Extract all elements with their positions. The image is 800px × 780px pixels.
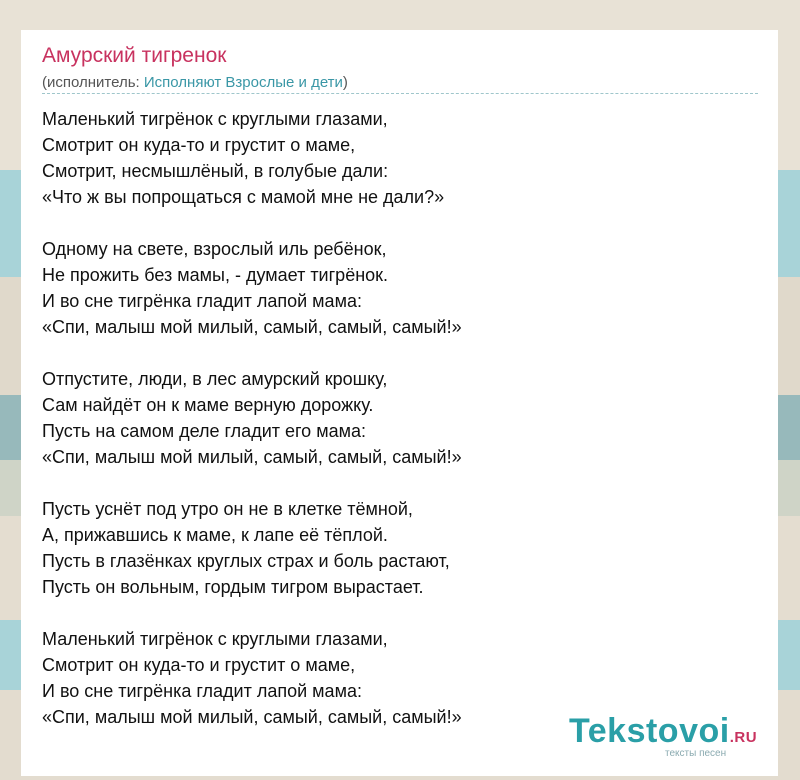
lyric-line: Маленький тигрёнок с круглыми глазами,: [42, 629, 388, 649]
lyric-line: А, прижавшись к маме, к лапе её тёплой.: [42, 525, 388, 545]
logo-wordmark: [569, 712, 757, 751]
stanza: [42, 496, 762, 600]
lyric-line: Смотрит он куда-то и грустит о маме,: [42, 135, 356, 155]
site-logo[interactable]: [569, 712, 779, 760]
logo-name: Tekstovoi: [569, 712, 730, 750]
artist-suffix: ): [342, 74, 348, 91]
lyrics-card: [21, 30, 778, 776]
artist-prefix: (исполнитель:: [42, 74, 144, 91]
lyric-line: «Спи, малыш мой милый, самый, самый, самый!»: [42, 317, 462, 337]
lyric-line: Смотрит, несмышлёный, в голубые дали:: [42, 161, 389, 181]
lyric-line: «Спи, малыш мой милый, самый, самый, самый!»: [42, 447, 462, 467]
logo-tagline: тексты песен: [665, 748, 727, 759]
lyric-line: Отпустите, люди, в лес амурский крошку,: [42, 369, 388, 389]
lyric-line: Маленький тигрёнок с круглыми глазами,: [42, 109, 388, 129]
artist-line: [42, 74, 348, 91]
stanza: [42, 236, 762, 340]
logo-tld: .RU: [729, 729, 758, 746]
divider: [42, 93, 758, 94]
lyric-line: Пусть он вольным, гордым тигром вырастает.: [42, 577, 424, 597]
lyrics-text: [42, 106, 762, 756]
lyric-line: Пусть на самом деле гладит его мама:: [42, 421, 366, 441]
lyric-line: И во сне тигрёнка гладит лапой мама:: [42, 681, 362, 701]
lyric-line: «Что ж вы попрощаться с мамой мне не дали?»: [42, 187, 445, 207]
lyric-line: Пусть в глазёнках круглых страх и боль растают,: [42, 551, 450, 571]
stanza: [42, 106, 762, 210]
lyric-line: «Спи, малыш мой милый, самый, самый, самый!»: [42, 707, 462, 727]
stanza: [42, 366, 762, 470]
lyric-line: Не прожить без мамы, - думает тигрёнок.: [42, 265, 389, 285]
lyric-line: И во сне тигрёнка гладит лапой мама:: [42, 291, 362, 311]
song-title: Амурский тигренок: [42, 44, 227, 67]
lyric-line: Сам найдёт он к маме верную дорожку.: [42, 395, 374, 415]
artist-link[interactable]: Исполняют Взрослые и дети: [143, 74, 343, 91]
lyric-line: Пусть уснёт под утро он не в клетке тёмной,: [42, 499, 413, 519]
lyric-line: Смотрит он куда-то и грустит о маме,: [42, 655, 356, 675]
lyric-line: Одному на свете, взрослый иль ребёнок,: [42, 239, 387, 259]
